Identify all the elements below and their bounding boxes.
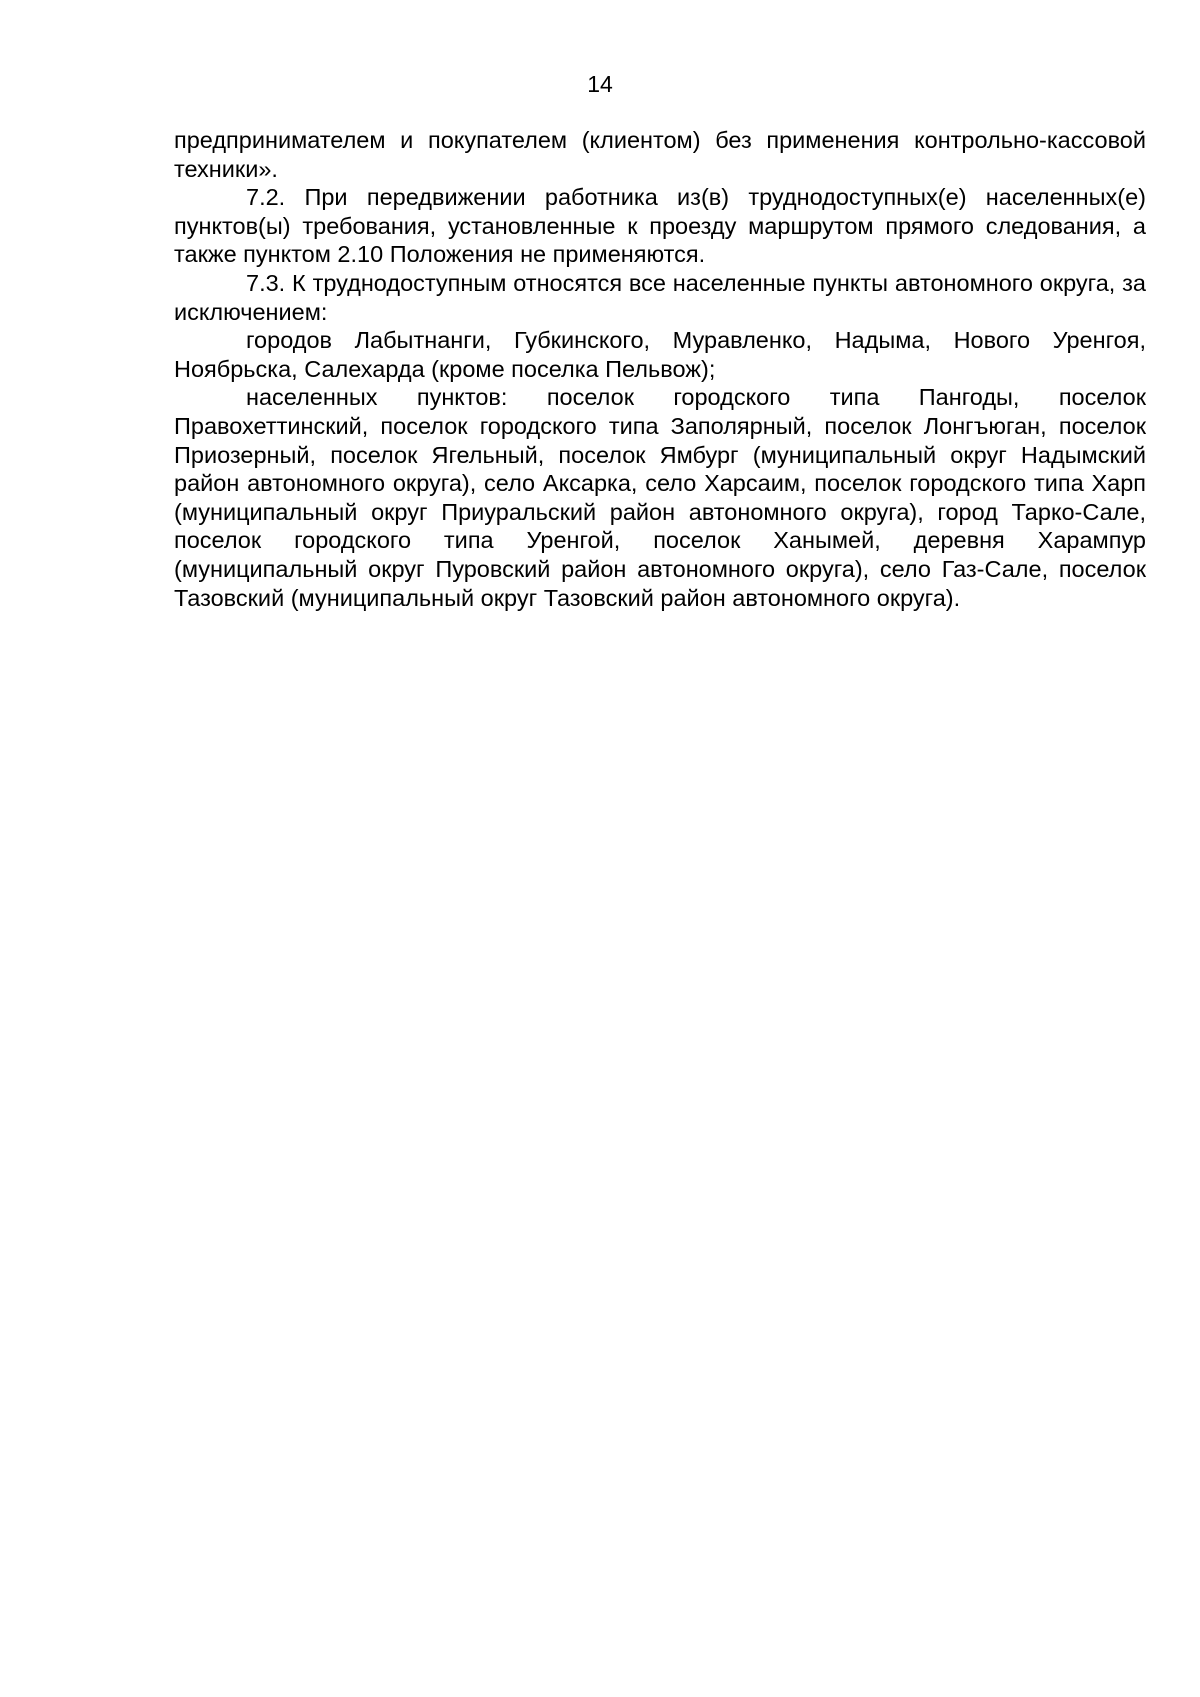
paragraph-settlements: населенных пунктов: поселок городского типа Пангоды, поселок Правохеттинский, поселок городского типа Заполярный, поселок Лонгъюган, поселок Приозерный, поселок Ягельный, поселок Ямбург (муниципальный округ Надымский район автономного округа), село Аксарка, село Харсаим, поселок городского типа Харп (муниципальный округ Приуральский район автономного округа), город Тарко-Сале, поселок городского типа Уренгой, поселок Ханымей, деревня Харампур (муниципальный округ Пуровский район автономного округа), село Газ-Сале, поселок Тазовский (муниципальный округ Тазовский район автономного округа). [174,384,1146,611]
paragraph-continuation: предпринимателем и покупателем (клиентом) без применения контрольно-кассовой техники». [174,127,1146,182]
paragraph-cities: городов Лабытнанги, Губкинского, Муравленко, Надыма, Нового Уренгоя, Ноябрьска, Салехарда (кроме поселка Пельвож); [174,327,1146,382]
document-body [174,126,1146,612]
page-number: 14 [587,71,613,97]
paragraph-7-3: 7.3. К труднодоступным относятся все населенные пункты автономного округа, за исключением: [174,269,1146,325]
paragraph-7-2: 7.2. При передвижении работника из(в) труднодоступных(е) населенных(е) пунктов(ы) требования, установленные к проезду маршрутом прямого следования, а также пунктом 2.10 Положения не применяются. [174,184,1146,268]
